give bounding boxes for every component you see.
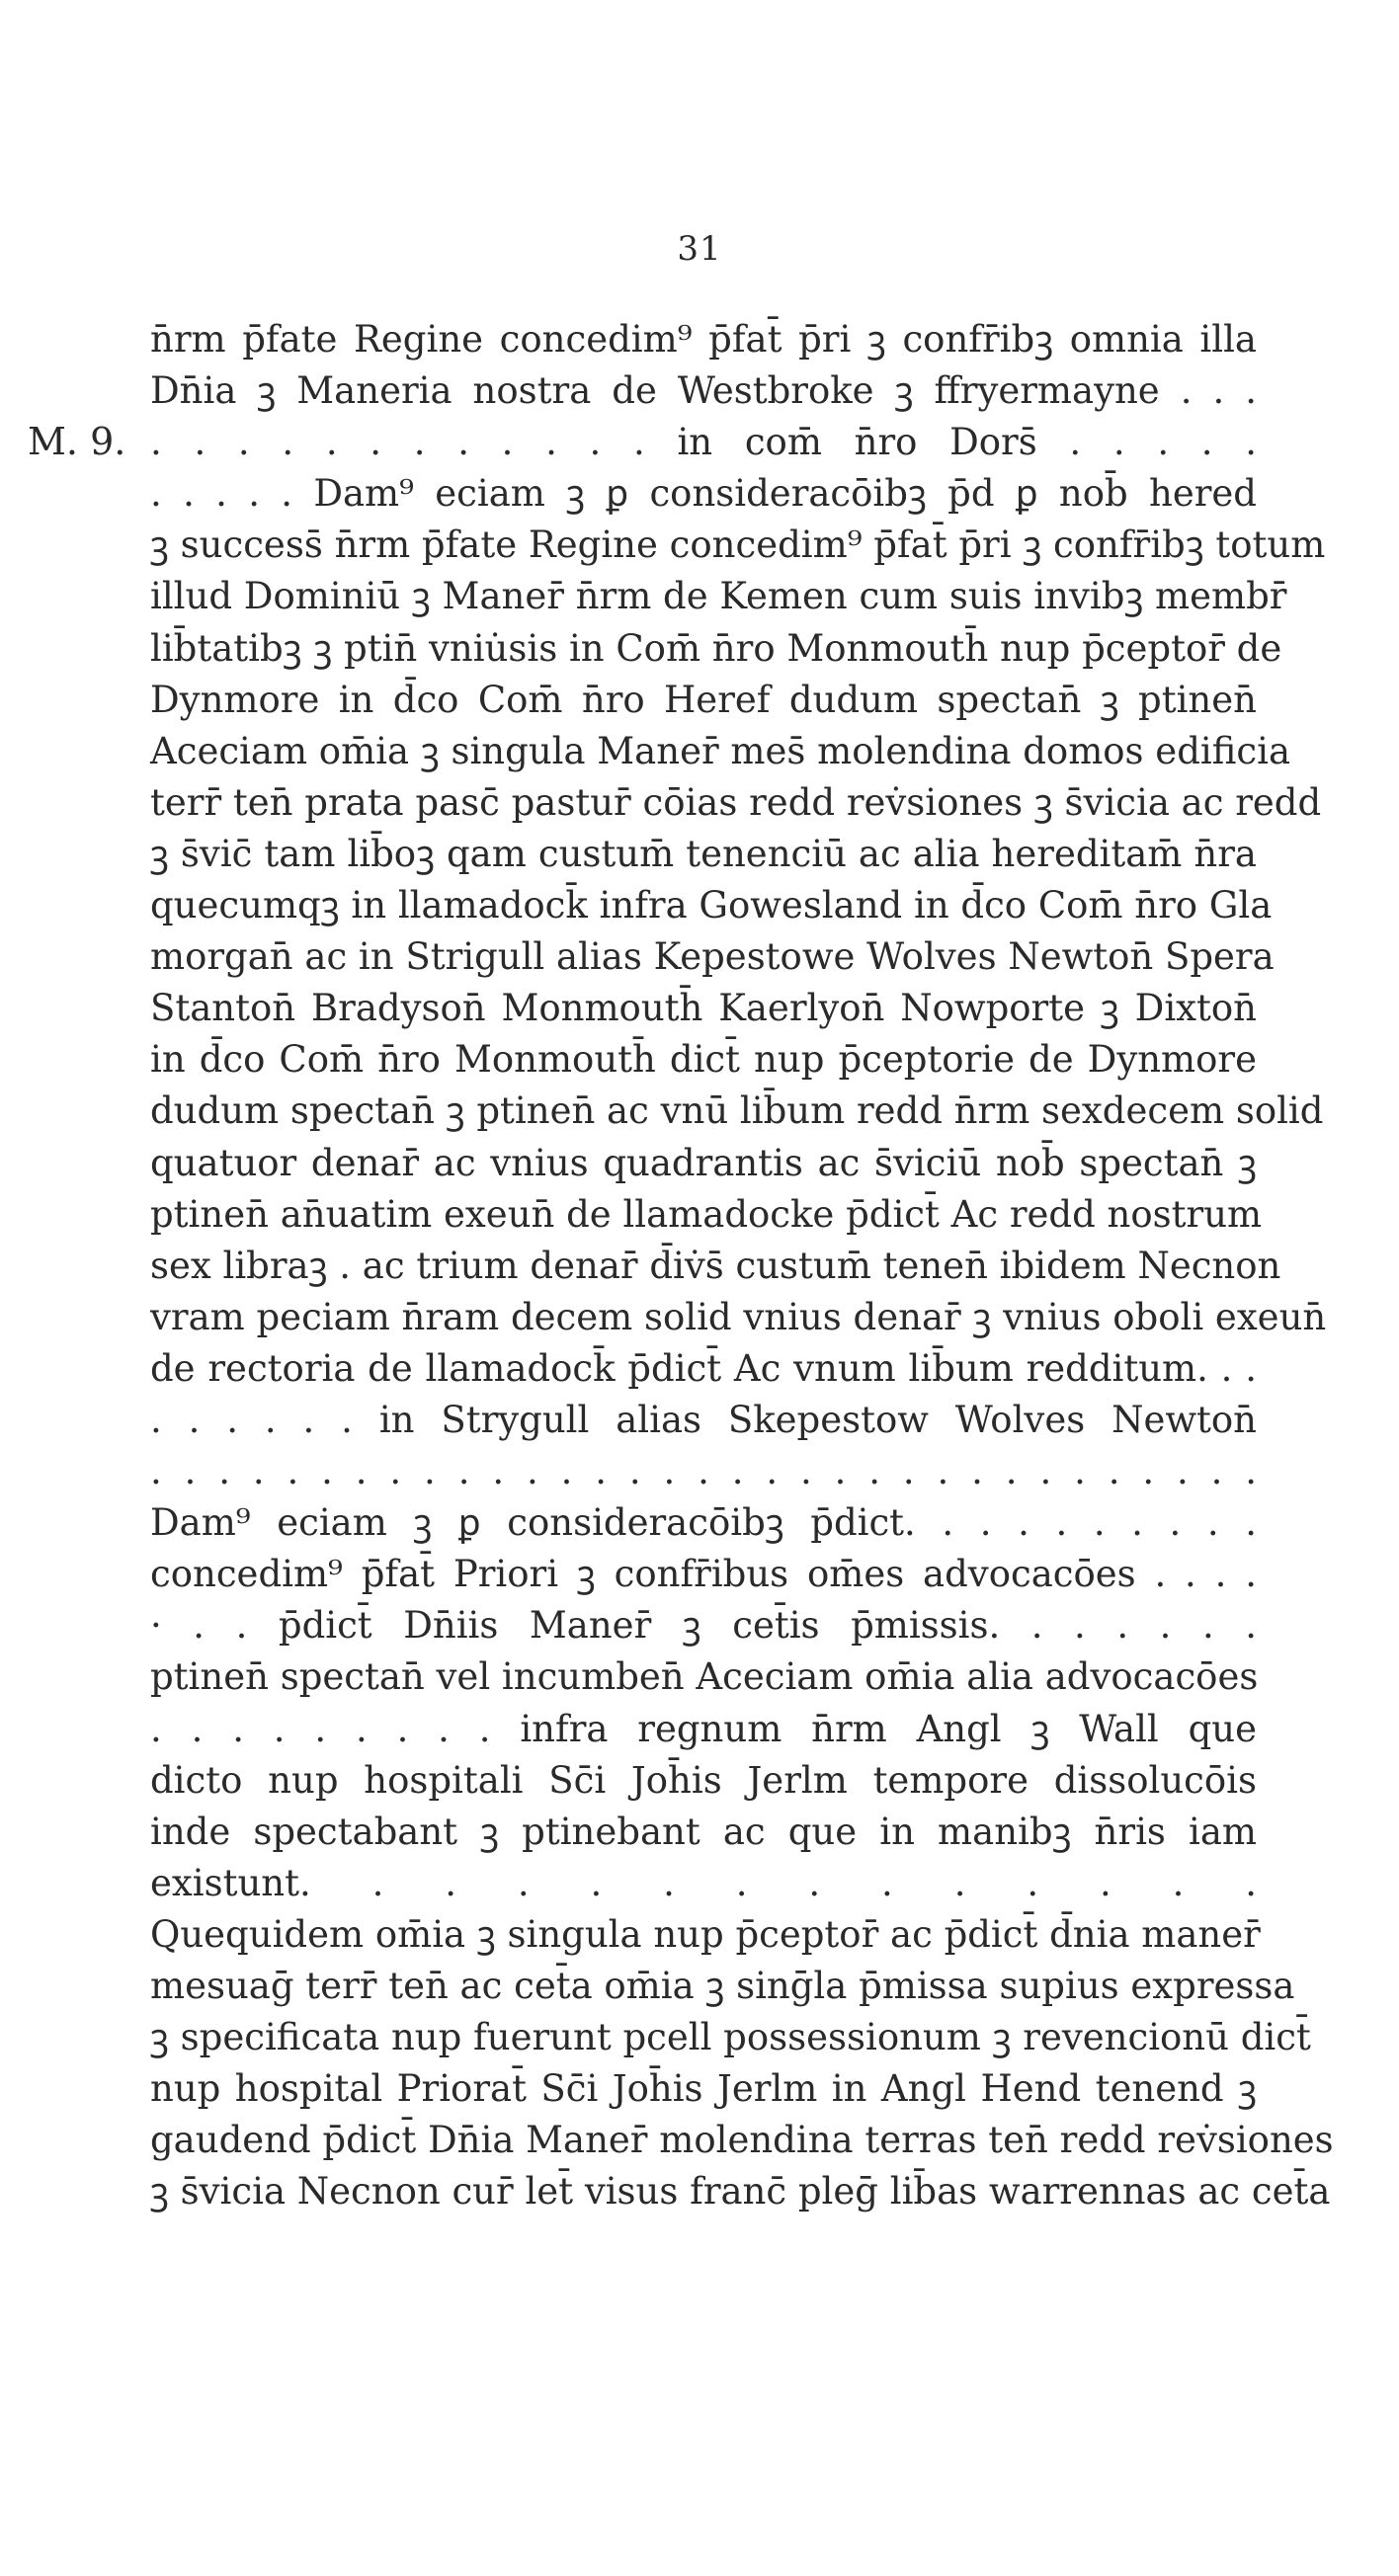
text-line: sex libraꝫ . ac trium denar̄ d̄iv̇s̄ custum̄ tenen̄ ibidem Necnon: [150, 1244, 1281, 1287]
text-line: concedim⁹ p̄fat̄ Priori ꝫ confr̄ibus om̄es advocacōes . . . .: [150, 1553, 1257, 1596]
text-line: dudum spectan̄ ꝫ ptinen̄ ac vnū lib̄um redd n̄rm sexdecem solid: [150, 1089, 1324, 1133]
text-line: Dn̄ia ꝫ Maneria nostra de Westbroke ꝫ ffryermayne . . .: [150, 369, 1257, 413]
text-line: ꝫ success̄ n̄rm p̄fate Regine concedim⁹ p̄fat̄ p̄ri ꝫ confr̄ibꝫ totum: [150, 523, 1326, 567]
text-line: . . . . . . . . . infra regnum n̄rm Angl ꝫ Wall que: [150, 1707, 1257, 1750]
text-line: ꝫ s̄vicia Necnon cur̄ let̄ visus franc̄ pleḡ lib̄as warrennas ac cet̄a: [150, 2170, 1331, 2214]
text-line: terr̄ ten̄ prata pasc̄ pastur̄ cōias redd rev̇siones ꝫ s̄vicia ac redd: [150, 780, 1322, 824]
text-line: morgan̄ ac in Strigull alias Kepestowe Wolves Newton̄ Spera: [150, 935, 1275, 979]
text-line: dicto nup hospitali Sc̄i Joh̄is Jerlm tempore dissolucōis: [150, 1758, 1257, 1802]
text-line: . . . . . Dam⁹ eciam ꝫ ꝑ consideracōibꝫ p̄d ꝑ nob̄ hered: [150, 472, 1257, 516]
margin-note: M. 9.: [28, 420, 126, 463]
text-line: illud Dominiū ꝫ Maner̄ n̄rm de Kemen cum suis invibꝫ membr̄: [150, 575, 1287, 618]
text-line: quecumqꝫ in llamadock̄ infra Gowesland in d̄co Com̄ n̄ro Gla: [150, 884, 1273, 927]
text-line: inde spectabant ꝫ ptinebant ac que in manibꝫ n̄ris iam: [150, 1810, 1257, 1853]
text-line: Stanton̄ Bradyson̄ Monmouth̄ Kaerlyon̄ Nowporte ꝫ Dixton̄: [150, 987, 1257, 1030]
text-line: lib̄tatibꝫ ꝫ ptin̄ vniu̇sis in Com̄ n̄ro Monmouth̄ nup p̄ceptor̄ de: [150, 626, 1282, 670]
text-line: n̄rm p̄fate Regine concedim⁹ p̄fat̄ p̄ri ꝫ confr̄ibꝫ omnia illa: [150, 318, 1257, 361]
text-line: ptinen̄ an̄uatim exeun̄ de llamadocke p̄dict̄ Ac redd nostrum: [150, 1192, 1263, 1236]
text-line: mesuaḡ terr̄ ten̄ ac cet̄a om̄ia ꝫ sinḡla p̄missa supius expressa: [150, 1965, 1295, 2007]
text-line: . . . . . . . . . . . . in com̄ n̄ro Dors̄ . . . . .: [150, 421, 1257, 464]
text-line: Quequidem om̄ia ꝫ singula nup p̄ceptor̄ ac p̄dict̄ d̄nia maner̄: [150, 1912, 1261, 1956]
text-line: ꝫ specificata nup fuerunt pcell possessionum ꝫ revencionū dict̄: [150, 2016, 1311, 2059]
text-line: Dynmore in d̄co Com̄ n̄ro Heref dudum spectan̄ ꝫ ptinen̄: [150, 678, 1257, 721]
text-line: in d̄co Com̄ n̄ro Monmouth̄ dict̄ nup p̄ceptorie de Dynmore: [150, 1038, 1257, 1082]
text-line: quatuor denar̄ ac vnius quadrantis ac s̄viciū nob̄ spectan̄ ꝫ: [150, 1141, 1257, 1184]
text-line: ptinen̄ spectan̄ vel incumben̄ Aceciam om̄ia alia advocacōes: [150, 1655, 1259, 1699]
text-line: existunt. . . . . . . . . . . . . .: [150, 1861, 1257, 1904]
text-line: gaudend p̄dict̄ Dn̄ia Maner̄ molendina terras ten̄ redd rev̇siones: [150, 2119, 1334, 2162]
text-line: nup hospital Priorat̄ Sc̄i Joh̄is Jerlm in Angl Hend tenend ꝫ: [150, 2067, 1257, 2111]
text-line: de rectoria de llamadock̄ p̄dict̄ Ac vnum lib̄um redditum. . .: [150, 1346, 1257, 1390]
text-line: . . . . . . in Strygull alias Skepestow Wolves Newton̄: [150, 1398, 1257, 1441]
page-number: 31: [677, 229, 722, 269]
text-line: · . . p̄dict̄ Dn̄iis Maner̄ ꝫ cet̄is p̄missis. . . . . . .: [150, 1604, 1257, 1648]
text-line: ꝫ s̄vic̄ tam lib̄oꝫ qam custum̄ tenenciū ac alia hereditam̄ n̄ra: [150, 832, 1257, 875]
text-line: Dam⁹ eciam ꝫ ꝑ consideracōibꝫ p̄dict. . . . . . . . . .: [150, 1501, 1257, 1545]
text-line: Aceciam om̄ia ꝫ singula Maner̄ mes̄ molendina domos edificia: [150, 729, 1291, 772]
text-line: . . . . . . . . . . . . . . . . . . . . . . . . . . . . . . . . .: [150, 1450, 1257, 1493]
text-line: vram peciam n̄ram decem solid vnius denar̄ ꝫ vnius oboli exeun̄: [150, 1295, 1327, 1338]
text-block: [150, 314, 1334, 2217]
